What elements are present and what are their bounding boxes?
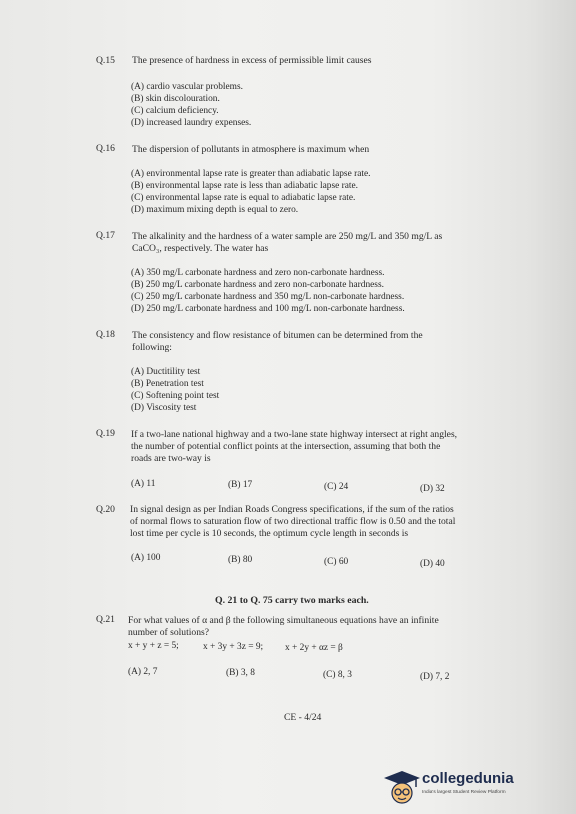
option: (D) 7, 2 [420, 672, 450, 682]
question-stem-line: lost time per cycle is 10 seconds, the optimum cycle length in seconds is [130, 528, 409, 539]
option: (A) 100 [131, 553, 161, 563]
equation: x + 2y + αz = β [285, 643, 343, 653]
question-number: Q.17 [96, 230, 115, 241]
question-stem: The presence of hardness in excess of permissible limit causes [132, 55, 372, 66]
option: (C) 60 [324, 557, 349, 567]
option: (B) Penetration test [131, 379, 204, 389]
question-stem-line: For what values of α and β the following simultaneous equations have an infinite [128, 615, 439, 626]
section-header: Q. 21 to Q. 75 carry two marks each. [215, 595, 369, 606]
option: (C) environmental lapse rate is equal to adiabatic lapse rate. [131, 193, 356, 203]
question-stem: The dispersion of pollutants in atmosphere is maximum when [132, 144, 370, 155]
collegedunia-logo [382, 768, 532, 808]
option: (C) 8, 3 [323, 670, 352, 680]
equation: x + 3y + 3z = 9; [203, 642, 264, 652]
question-number: Q.16 [96, 143, 115, 154]
option: (C) 24 [324, 482, 349, 492]
question-number: Q.19 [96, 428, 115, 439]
question-number: Q.20 [96, 504, 115, 515]
question-stem-line: of normal flows to saturation flow of two directional traffic flow is 0.50 and the total [130, 516, 456, 527]
option: (B) 17 [228, 480, 253, 490]
option: (A) environmental lapse rate is greater than adiabatic lapse rate. [131, 169, 371, 179]
question-number: Q.18 [96, 329, 115, 340]
option: (D) 32 [420, 484, 445, 494]
question-stem-line: In signal design as per Indian Roads Congress specifications, if the sum of the ratios [130, 504, 454, 515]
option: (B) environmental lapse rate is less than adiabatic lapse rate. [131, 181, 358, 191]
option: (A) cardio vascular problems. [131, 82, 243, 92]
question-stem-line: following: [132, 342, 172, 353]
option: (D) increased laundry expenses. [131, 118, 252, 128]
question-stem-line: roads are two-way is [131, 453, 211, 464]
option: (D) Viscosity test [131, 403, 197, 413]
logo-tagline: India's largest Student Review Platform [422, 790, 506, 795]
equation: x + y + z = 5; [128, 641, 179, 651]
option: (C) 250 mg/L carbonate hardness and 350 mg/L non-carbonate hardness. [131, 292, 405, 302]
option: (D) maximum mixing depth is equal to zero. [131, 205, 299, 215]
question-stem-line: If a two-lane national highway and a two-lane state highway intersect at right angles, [131, 429, 458, 440]
option: (D) 40 [420, 559, 445, 569]
option: (B) skin discolouration. [131, 94, 220, 104]
page-footer: CE - 4/24 [284, 712, 322, 723]
option: (B) 250 mg/L carbonate hardness and zero non-carbonate hardness. [131, 280, 384, 290]
option: (A) 350 mg/L carbonate hardness and zero non-carbonate hardness. [131, 268, 385, 278]
option: (B) 3, 8 [226, 668, 255, 678]
question-stem-line: The alkalinity and the hardness of a water sample are 250 mg/L and 350 mg/L as [132, 231, 443, 242]
question-number: Q.15 [96, 55, 115, 66]
option: (A) 11 [131, 479, 156, 489]
option: (D) 250 mg/L carbonate hardness and 100 mg/L non-carbonate hardness. [131, 304, 405, 314]
question-stem-line: CaCO₃, respectively. The water has [132, 243, 269, 254]
question-stem-line: the number of potential conflict points at the intersection, assuming that both the [131, 441, 441, 452]
option: (A) 2, 7 [128, 667, 158, 677]
option: (A) Ductitility test [131, 367, 201, 377]
question-number: Q.21 [96, 614, 115, 625]
question-stem-line: The consistency and flow resistance of bitumen can be determined from the [132, 330, 423, 341]
option: (B) 80 [228, 555, 253, 565]
logo-wordmark: collegedunia [422, 770, 514, 787]
question-stem-line: number of solutions? [128, 627, 210, 638]
graduate-icon [382, 768, 422, 806]
option: (C) calcium deficiency. [131, 106, 219, 116]
option: (C) Softening point test [131, 391, 220, 401]
